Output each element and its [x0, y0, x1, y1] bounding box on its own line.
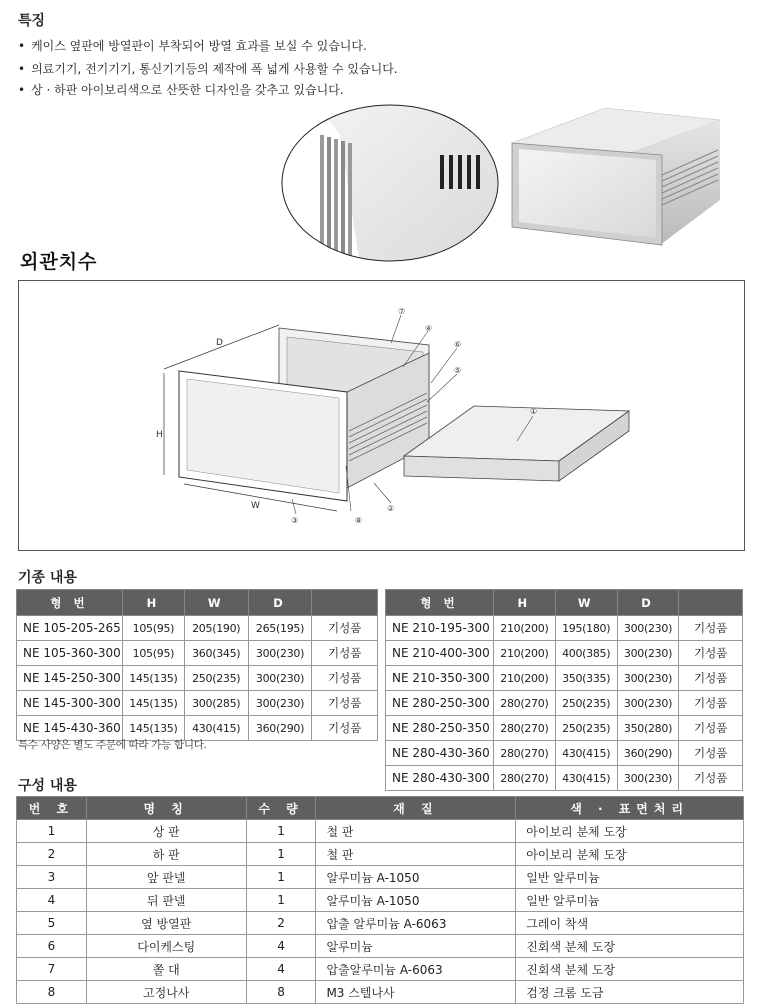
callout-1: ① — [530, 407, 538, 416]
table-cell: 4 — [246, 935, 316, 958]
col-header-type — [679, 590, 743, 616]
table-cell: 아이보리 분체 도장 — [516, 820, 744, 843]
table-row — [386, 666, 743, 691]
product-photo — [270, 95, 740, 265]
table-cell: 350(335) — [555, 666, 617, 691]
table-cell: 300(230) — [617, 691, 679, 716]
models-right-body — [386, 616, 743, 791]
table-cell: 300(230) — [248, 666, 312, 691]
table-cell: 고정나사 — [86, 981, 246, 1004]
table-cell: 145(135) — [122, 691, 184, 716]
dimensions-title: 외관치수 — [20, 251, 98, 273]
callout-8: ⑧ — [355, 516, 363, 525]
table-cell: 앞 판넬 — [86, 866, 246, 889]
table-cell: 430(415) — [555, 741, 617, 766]
dimension-drawing — [19, 281, 744, 550]
col-header-finish: 색 · 표면처리 — [516, 797, 744, 820]
table-row — [386, 616, 743, 641]
table-cell: 300(230) — [617, 616, 679, 641]
table-row — [386, 691, 743, 716]
enclosure-photo — [512, 108, 720, 245]
table-cell: 300(230) — [248, 641, 312, 666]
table-cell: 4 — [246, 958, 316, 981]
table-cell: NE 210-195-300 — [386, 616, 494, 641]
table-cell: 280(270) — [493, 691, 555, 716]
table-row — [386, 766, 743, 791]
col-header-w: W — [184, 590, 248, 616]
table-cell: 145(135) — [122, 666, 184, 691]
models-title: 기종 내용 — [18, 570, 77, 586]
special-order-note: 특수 사양은 별도 주문에 따라 가능 합니다. — [18, 739, 207, 751]
table-cell: 기성품 — [312, 641, 378, 666]
callout-3: ③ — [291, 516, 299, 525]
table-cell: 280(270) — [493, 716, 555, 741]
col-header-model: 형 번 — [386, 590, 494, 616]
table-row — [17, 616, 378, 641]
table-cell: 2 — [17, 843, 87, 866]
table-cell: NE 145-250-300 — [17, 666, 123, 691]
callout-7: ⑦ — [398, 307, 406, 316]
table-cell: 205(190) — [184, 616, 248, 641]
table-cell: 300(230) — [248, 691, 312, 716]
col-header-name: 명 칭 — [86, 797, 246, 820]
table-cell: 기성품 — [312, 666, 378, 691]
table-cell: 7 — [17, 958, 87, 981]
table-cell: 아이보리 분체 도장 — [516, 843, 744, 866]
table-cell: 300(230) — [617, 766, 679, 791]
table-cell: 철 판 — [316, 843, 516, 866]
models-left-body — [17, 616, 378, 741]
table-cell: 280(270) — [493, 741, 555, 766]
table-row — [17, 641, 378, 666]
table-cell: 기성품 — [312, 616, 378, 641]
table-cell: 진회색 분체 도장 — [516, 935, 744, 958]
table-cell: NE 280-430-300 — [386, 766, 494, 791]
dim-label-d: D — [216, 338, 223, 348]
table-cell: 기성품 — [679, 616, 743, 641]
callout-5: ⑤ — [454, 366, 462, 375]
col-header-d: D — [617, 590, 679, 616]
table-cell: NE 145-430-360 — [17, 716, 123, 741]
col-header-w: W — [555, 590, 617, 616]
table-cell: 압출알루미늄 A-6063 — [316, 958, 516, 981]
feature-bullet-3: • 상 · 하판 아이보리색으로 산뜻한 디자인을 갖추고 있습니다. — [18, 81, 344, 98]
table-row — [17, 889, 744, 912]
components-body — [17, 820, 744, 1004]
table-cell: 그레이 착색 — [516, 912, 744, 935]
models-table-right — [385, 589, 743, 791]
table-cell: NE 280-250-300 — [386, 691, 494, 716]
table-cell: 1 — [246, 820, 316, 843]
table-cell: 400(385) — [555, 641, 617, 666]
table-cell: 압출 알루미늄 A-6063 — [316, 912, 516, 935]
table-cell: 300(285) — [184, 691, 248, 716]
table-row — [17, 866, 744, 889]
table-cell: 8 — [17, 981, 87, 1004]
table-cell: 기성품 — [679, 766, 743, 791]
callout-6: ⑥ — [454, 340, 462, 349]
table-row — [17, 958, 744, 981]
table-cell: 250(235) — [555, 691, 617, 716]
col-header-type — [312, 590, 378, 616]
callout-2: ② — [387, 504, 395, 513]
table-cell: 195(180) — [555, 616, 617, 641]
features-title: 특징 — [18, 13, 46, 29]
table-cell: 기성품 — [679, 666, 743, 691]
feature-bullet-2: • 의료기기, 전기기기, 통신기기등의 제작에 폭 넓게 사용할 수 있습니다. — [18, 60, 398, 77]
table-cell: 105(95) — [122, 641, 184, 666]
table-cell: 300(230) — [617, 666, 679, 691]
table-row — [17, 691, 378, 716]
table-row — [17, 666, 378, 691]
table-cell: 알루미늄 A-1050 — [316, 889, 516, 912]
table-cell: 6 — [17, 935, 87, 958]
table-cell: 210(200) — [493, 666, 555, 691]
table-cell: 기성품 — [679, 641, 743, 666]
table-cell: 1 — [246, 866, 316, 889]
table-cell: 350(280) — [617, 716, 679, 741]
callout-4: ④ — [425, 324, 433, 333]
table-cell: 기성품 — [312, 691, 378, 716]
table-row — [17, 820, 744, 843]
dim-label-h: H — [156, 430, 163, 440]
table-cell: 일반 알루미늄 — [516, 866, 744, 889]
table-cell: 다이케스팅 — [86, 935, 246, 958]
table-cell: NE 145-300-300 — [17, 691, 123, 716]
table-cell: 300(230) — [617, 641, 679, 666]
table-row — [17, 843, 744, 866]
table-cell: 430(415) — [555, 766, 617, 791]
components-table — [16, 796, 744, 1004]
table-cell: NE 105-205-265 — [17, 616, 123, 641]
table-cell: 360(345) — [184, 641, 248, 666]
table-cell: 4 — [17, 889, 87, 912]
table-cell: 기성품 — [679, 741, 743, 766]
table-cell: NE 280-430-360 — [386, 741, 494, 766]
col-header-h: H — [493, 590, 555, 616]
table-cell: 5 — [17, 912, 87, 935]
table-row — [17, 935, 744, 958]
dimension-drawing-frame — [18, 280, 745, 551]
table-cell: 1 — [246, 843, 316, 866]
table-row — [17, 912, 744, 935]
table-cell: 2 — [246, 912, 316, 935]
feature-bullet-1: • 케이스 옆판에 방열판이 부착되어 방열 효과를 보실 수 있습니다. — [18, 37, 367, 54]
table-cell: 일반 알루미늄 — [516, 889, 744, 912]
table-cell: 상 판 — [86, 820, 246, 843]
table-cell: 265(195) — [248, 616, 312, 641]
models-table-left — [16, 589, 378, 741]
table-row — [386, 716, 743, 741]
col-header-quantity: 수 량 — [246, 797, 316, 820]
table-cell: 쫄 대 — [86, 958, 246, 981]
table-cell: 360(290) — [248, 716, 312, 741]
table-cell: 알루미늄 A-1050 — [316, 866, 516, 889]
table-cell: 145(135) — [122, 716, 184, 741]
col-header-model: 형 번 — [17, 590, 123, 616]
table-row — [386, 741, 743, 766]
table-cell: 하 판 — [86, 843, 246, 866]
table-cell: 철 판 — [316, 820, 516, 843]
table-cell: 기성품 — [679, 691, 743, 716]
table-cell: 280(270) — [493, 766, 555, 791]
table-cell: 430(415) — [184, 716, 248, 741]
dim-label-w: W — [251, 501, 260, 511]
table-cell: 210(200) — [493, 641, 555, 666]
table-cell: 8 — [246, 981, 316, 1004]
col-header-material: 재 질 — [316, 797, 516, 820]
table-cell: 250(235) — [555, 716, 617, 741]
table-row — [17, 981, 744, 1004]
table-cell: 1 — [17, 820, 87, 843]
table-cell: NE 280-250-350 — [386, 716, 494, 741]
table-row — [386, 641, 743, 666]
table-cell: 옆 방열판 — [86, 912, 246, 935]
table-cell: 알루미늄 — [316, 935, 516, 958]
components-title: 구성 내용 — [18, 778, 77, 794]
col-header-number: 번 호 — [17, 797, 87, 820]
table-cell: 3 — [17, 866, 87, 889]
table-cell: 1 — [246, 889, 316, 912]
table-cell: 105(95) — [122, 616, 184, 641]
table-cell: 210(200) — [493, 616, 555, 641]
col-header-h: H — [122, 590, 184, 616]
table-cell: 기성품 — [312, 716, 378, 741]
table-cell: NE 210-400-300 — [386, 641, 494, 666]
table-cell: 뒤 판넬 — [86, 889, 246, 912]
table-cell: NE 210-350-300 — [386, 666, 494, 691]
table-cell: M3 스텔나사 — [316, 981, 516, 1004]
table-cell: 250(235) — [184, 666, 248, 691]
zoom-detail — [270, 95, 510, 265]
table-cell: 진회색 분체 도장 — [516, 958, 744, 981]
table-cell: NE 105-360-300 — [17, 641, 123, 666]
table-cell: 기성품 — [679, 716, 743, 741]
col-header-d: D — [248, 590, 312, 616]
table-cell: 360(290) — [617, 741, 679, 766]
table-cell: 검정 크롬 도금 — [516, 981, 744, 1004]
